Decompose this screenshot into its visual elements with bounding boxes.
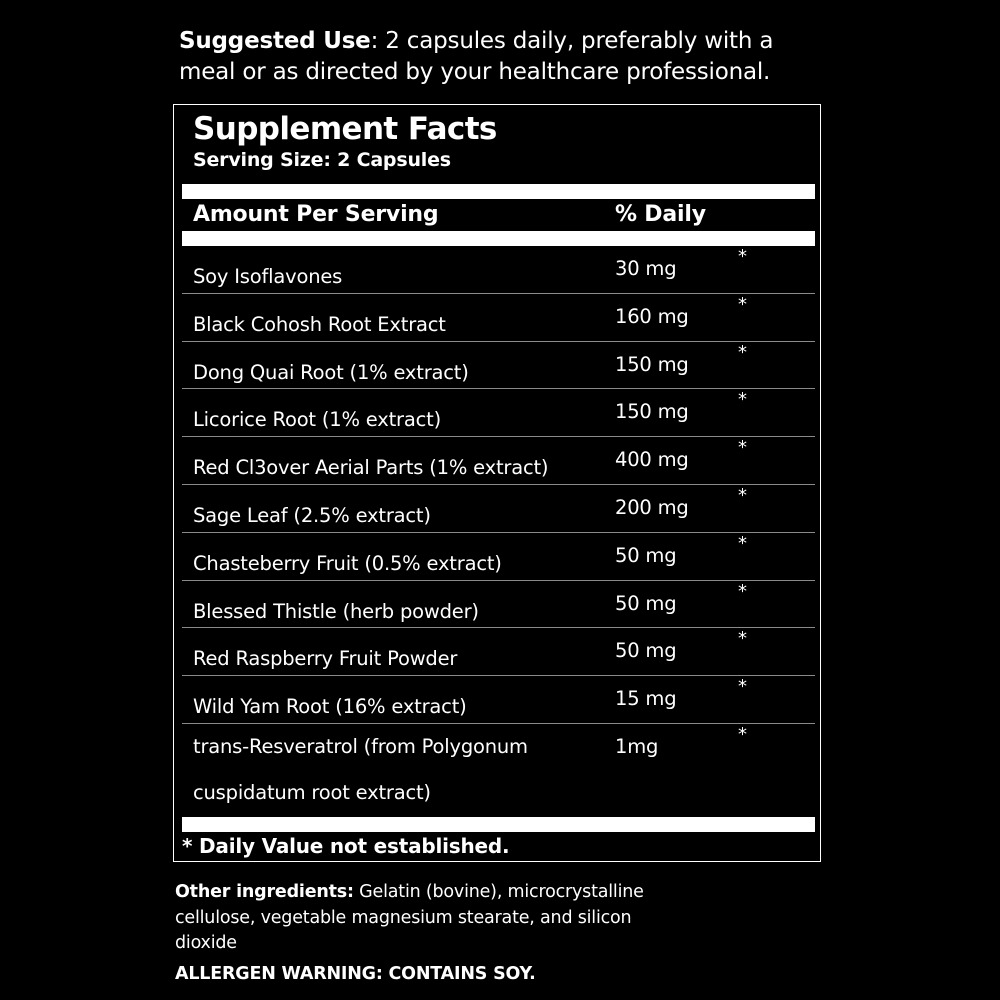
- ingredient-row: [182, 342, 815, 390]
- divider-bar-bottom: [182, 817, 815, 832]
- ingredient-name: Dong Quai Root (1% extract): [193, 360, 469, 384]
- ingredient-name: Sage Leaf (2.5% extract): [193, 503, 431, 527]
- supplement-facts-panel: [173, 104, 821, 862]
- ingredient-amount: 1mg: [615, 734, 659, 758]
- allergen-warning: ALLERGEN WARNING: CONTAINS SOY.: [175, 964, 536, 984]
- suggested-use-label: Suggested Use: [179, 28, 371, 54]
- daily-value-footnote: * Daily Value not established.: [182, 834, 510, 858]
- suggested-use-text: : 2 capsules daily, preferably with a meal or as directed by your healthcare professional.: [179, 28, 774, 85]
- ingredient-row: [182, 581, 815, 629]
- daily-value-marker: *: [738, 437, 747, 459]
- ingredient-amount: 150 mg: [615, 400, 689, 424]
- ingredient-rows: [182, 246, 815, 816]
- ingredient-amount: 30 mg: [615, 257, 677, 280]
- daily-value-marker: *: [738, 628, 747, 650]
- ingredient-amount: 50 mg: [615, 639, 677, 663]
- ingredient-row: [182, 628, 815, 676]
- divider-bar-header: [182, 231, 815, 246]
- ingredient-name: Black Cohosh Root Extract: [193, 312, 446, 336]
- daily-value-marker: *: [738, 389, 747, 411]
- daily-value-marker: *: [738, 580, 747, 602]
- daily-value-marker: *: [738, 341, 747, 363]
- ingredient-amount: 160 mg: [615, 304, 689, 328]
- ingredient-row: [182, 389, 815, 437]
- ingredient-name: Red Cl3over Aerial Parts (1% extract): [193, 456, 549, 480]
- other-ingredients-label: Other ingredients:: [175, 882, 354, 902]
- daily-value-marker: *: [738, 723, 747, 745]
- ingredient-row: [182, 676, 815, 724]
- ingredient-name: Blessed Thistle (herb powder): [193, 599, 479, 623]
- serving-size: Serving Size: 2 Capsules: [193, 149, 451, 171]
- supplement-facts-title: Supplement Facts: [193, 111, 497, 147]
- ingredient-amount: 200 mg: [615, 495, 689, 519]
- ingredient-amount: 50 mg: [615, 543, 677, 567]
- ingredient-row: [182, 246, 815, 294]
- daily-value-marker: *: [738, 676, 747, 698]
- ingredient-name: Wild Yam Root (16% extract): [193, 695, 467, 719]
- ingredient-row: [182, 485, 815, 533]
- ingredient-amount: 150 mg: [615, 352, 689, 376]
- daily-value-marker: *: [738, 293, 747, 315]
- daily-value-marker: *: [738, 246, 747, 267]
- ingredient-row: [182, 533, 815, 581]
- other-ingredients-text: Gelatin (bovine), microcrystalline cellulose, vegetable magnesium stearate, and silicon dioxide: [175, 882, 644, 953]
- header-amount-per-serving: Amount Per Serving: [193, 202, 439, 227]
- ingredient-amount: 15 mg: [615, 687, 677, 711]
- ingredient-amount: 50 mg: [615, 591, 677, 615]
- daily-value-marker: *: [738, 532, 747, 554]
- ingredient-amount: 400 mg: [615, 448, 689, 472]
- ingredient-name: trans-Resveratrol (from Polygonum cuspidatum root extract): [193, 734, 528, 804]
- ingredient-name: Red Raspberry Fruit Powder: [193, 647, 458, 671]
- ingredient-name: Chasteberry Fruit (0.5% extract): [193, 551, 502, 575]
- ingredient-row: [182, 724, 815, 816]
- divider-bar-top: [182, 184, 815, 199]
- ingredient-row: [182, 437, 815, 485]
- other-ingredients: [175, 880, 675, 957]
- ingredient-name: Licorice Root (1% extract): [193, 408, 441, 432]
- ingredient-name: Soy Isoflavones: [193, 265, 343, 288]
- suggested-use: [179, 26, 819, 88]
- header-daily-value: % Daily: [615, 202, 706, 227]
- ingredient-row: [182, 294, 815, 342]
- daily-value-marker: *: [738, 484, 747, 506]
